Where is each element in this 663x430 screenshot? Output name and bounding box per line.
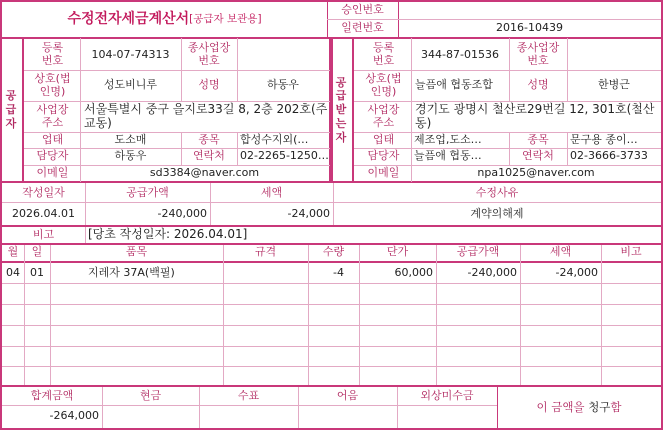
- tax-total: -24,000: [287, 206, 330, 220]
- supplier-biz-type-label: 업태: [41, 132, 64, 146]
- buyer-reg-no: 344-87-01536: [421, 47, 499, 61]
- buyer-address-label: 사업장주소: [367, 102, 400, 129]
- invoice-subtitle: [공급자 보관용]: [189, 12, 262, 25]
- buyer-biz-type-label: 업태: [372, 132, 395, 146]
- row1-spec: [223, 263, 308, 283]
- revision-reason: 계약의해제: [470, 206, 524, 220]
- buyer-contact-label: 담당자: [367, 149, 400, 163]
- supplier-contact: 하동우: [114, 149, 147, 163]
- supplier-sub-biz: [237, 40, 329, 70]
- buyer-phone: 02-3666-3733: [570, 149, 648, 163]
- reason-label: 수정사유: [475, 185, 519, 199]
- buyer-biz-item-label: 종목: [527, 132, 549, 146]
- buyer-sub-biz-label: 종사업장번호: [516, 41, 560, 67]
- credit-label: 외상미수금: [420, 388, 474, 402]
- row1-note: [601, 263, 661, 283]
- invoice-title-text: 수정전자세금계산서: [67, 10, 190, 27]
- buyer-email: npa1025@naver.com: [477, 165, 595, 179]
- supplier-biz-type: 도소매: [114, 132, 147, 146]
- buyer-contact: 늘픔애 협동…: [414, 149, 482, 163]
- claim-suffix: 함: [610, 399, 622, 414]
- remark-text: [당초 작성일자: 2026.04.01]: [88, 227, 248, 242]
- buyer-company: 늘픔애 협동조합: [415, 78, 493, 92]
- supplier-reg-no-label: 등록번호: [41, 41, 64, 67]
- tax-label: 세액: [260, 185, 283, 199]
- supplier-sub-biz-label: 종사업장번호: [187, 41, 231, 67]
- supplier-phone-label: 연락처: [193, 149, 225, 163]
- cash-value: [102, 405, 199, 428]
- remark-label: 비고: [32, 227, 55, 241]
- cash-label: 현금: [139, 388, 162, 402]
- row1-supply: -240,000: [467, 265, 517, 279]
- col-note-header: 비고: [620, 245, 642, 259]
- buyer-ceo: 한병근: [598, 78, 630, 92]
- supplier-biz-item: 합성수지외(…: [240, 132, 309, 146]
- serial-label: 일련번호: [341, 21, 384, 35]
- supplier-address: 서울특별시 중구 을지로33길 8, 2층 202호(주교동): [84, 101, 328, 130]
- check-value: [199, 405, 298, 428]
- supplier-reg-no: 104-07-74313: [91, 47, 170, 61]
- serial-number: 2016-10439: [496, 21, 563, 35]
- col-day-header: 일: [31, 245, 43, 259]
- invoice-title: [2, 2, 327, 36]
- buyer-email-label: 이메일: [367, 165, 400, 179]
- buyer-phone-label: 연락처: [522, 149, 554, 163]
- buyer-ceo-label: 성명: [527, 78, 549, 92]
- row1-day: 01: [30, 265, 44, 279]
- supplier-address-label: 사업장주소: [36, 102, 69, 129]
- row1-item: 지레자 37A(백필): [88, 265, 175, 279]
- issue-date: 2026.04.01: [12, 206, 75, 220]
- supplier-email: sd3384@naver.com: [149, 165, 260, 179]
- supply-label: 공급가액: [126, 185, 169, 199]
- approval-number: [398, 2, 661, 19]
- grand-total-label: 합계금액: [30, 388, 74, 402]
- supplier-biz-item-label: 종목: [198, 132, 220, 146]
- note-label: 어음: [336, 388, 359, 402]
- note-value: [298, 405, 397, 428]
- buyer-sub-biz: [567, 40, 661, 70]
- date-label: 작성일자: [22, 185, 65, 199]
- col-unit-price-header: 단가: [386, 245, 409, 259]
- credit-value: [397, 405, 497, 428]
- row1-qty: -4: [333, 265, 344, 279]
- buyer-section-label: 공급받는자: [335, 75, 347, 144]
- supplier-company-label: 상호(법인명): [34, 71, 71, 98]
- grand-total: -264,000: [49, 409, 99, 423]
- buyer-biz-type: 제조업,도소…: [414, 132, 482, 146]
- check-label: 수표: [237, 388, 260, 402]
- col-tax-header: 세액: [549, 245, 572, 259]
- row1-tax: -24,000: [555, 265, 598, 279]
- col-item-header: 품목: [125, 245, 148, 259]
- buyer-address: 경기도 광명시 철산로29번길 12, 301호(철산동): [415, 101, 655, 130]
- col-supply-header: 공급가액: [456, 245, 500, 259]
- col-spec-header: 규격: [254, 245, 277, 259]
- claim-prefix: 이 금액을: [536, 399, 585, 414]
- supply-total: -240,000: [157, 206, 207, 220]
- col-qty-header: 수량: [322, 245, 345, 259]
- claim-statement: [497, 387, 661, 428]
- supplier-company: 성도비니루: [103, 78, 158, 92]
- approval-label: 승인번호: [341, 3, 384, 17]
- buyer-biz-item: 문구용 종이…: [570, 132, 638, 146]
- row1-unit-price: 60,000: [394, 265, 433, 279]
- supplier-ceo-label: 성명: [198, 78, 220, 92]
- buyer-company-label: 상호(법인명): [365, 71, 402, 98]
- supplier-section-label: 공급자: [5, 89, 17, 130]
- col-month-header: 월: [7, 245, 19, 259]
- supplier-phone: 02-2265-1250…: [240, 149, 329, 163]
- supplier-ceo: 하동우: [267, 78, 299, 92]
- supplier-email-label: 이메일: [36, 165, 69, 179]
- supplier-contact-label: 담당자: [36, 149, 69, 163]
- claim-word: 청구: [588, 399, 611, 414]
- row1-month: 04: [6, 265, 20, 279]
- buyer-reg-no-label: 등록번호: [372, 41, 395, 67]
